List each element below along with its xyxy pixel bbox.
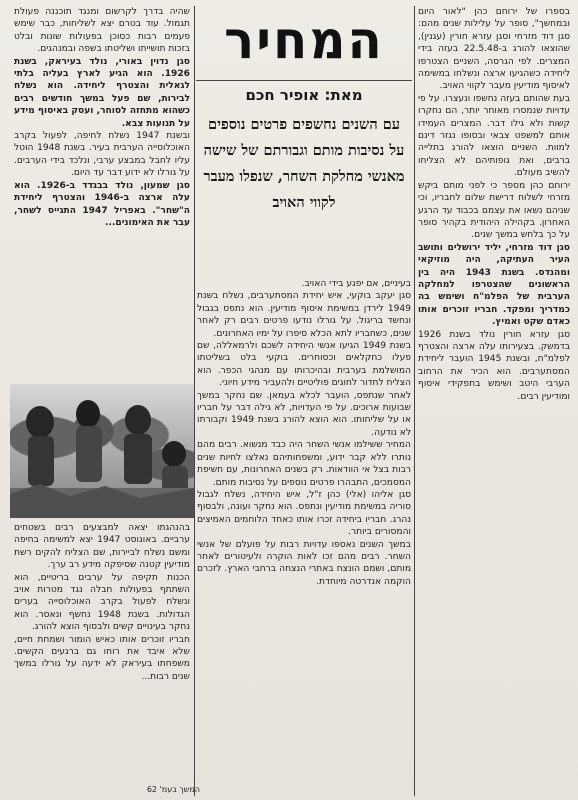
column-right: [418, 6, 570, 796]
article-headline: המחיר: [224, 9, 384, 71]
paragraph: סגן עזרא חורין נולד בשנת 1926 בדמשק. בצעירותו עלה ארצה והצטרף לפלמ"ח, ובשנת 1945 הועבר ליחידת המסתערבים. הוא הכיר את הרחוב הערבי היטב ושימש בתפקידי איסוף ומודיעין רבים.: [418, 329, 570, 402]
paragraph: בספרו של ירוחם כהן "לאור היום ובמחשך", סופר על עלילות שנים מהם: סגן דוד מזרחי וסגן עזרא חורין (עגנין), שהוצאו להורג ב-22.5.48 בעזה בידי המצרים. לפי הגרסה, השניים הצטרפו ליחידה כשהגיעו ארצה ונשלחו במשימה לאיסוף מודיעין מעבר לקווי האויב.: [418, 7, 570, 92]
paragraph: סגן אליהו (אלי) כהן ז"ל, איש היחידה, נשלח לגבול סוריה במשימת מודיעין ונתפס. הוא נחקר ועונה, ולבסוף נהרג. חבריו ביחידה זכרו אותו כאחד הלוחמים האמיצים והמסורים ביותר.: [197, 489, 411, 538]
column-divider-right: [414, 6, 415, 796]
paragraph: סגן שמעון, נולד בבגדד ב-1926. הוא עלה ארצה ב-1946 והצטרף ליחידת ה"שחר". באפריל 1947 התגייס לשחר, עבר את האימונים...: [14, 180, 190, 228]
column-divider-left: [194, 6, 195, 796]
paragraph: שהיה בדרך לקרשום ומנגד תוכננה פעולת תגמול. עוד בטרם יצא לשליחות, כבר שימש פעמים רבות כסוכן בפעולות שונות ובלט בזכות תושייתו ושליטתו בשפה ובמנהגים.: [14, 7, 190, 55]
paragraph: בעת שהותם בעזה נחשפו ונעצרו. על פי עדויות שנמסרו מאוחר יותר, הם נחקרו קשות ולא גילו דבר. המצרים העמידו אותם למשפט צבאי ובסופו נגזר דינם למוות. השניים הוצאו להורג בתלייה ברבים, ואת גופותיהם לא הצליחו להשיב מעולם.: [418, 93, 570, 179]
column-left-bottom: [14, 522, 190, 794]
paragraph: חבריו זוכרים אותו כאיש הומור ושמחת חיים, שלא איבד את רוחו גם ברגעים הקשים. משפחתו בעיראק לא ידעה על גורלו במשך שנים רבות...: [14, 634, 190, 682]
paragraph: ירוחם כהן מספר כי לפני מותם ביקש מזרחי לשלוח דרישת שלום לחבריו, וכי שניהם נשאו את עצמם בכבוד עד הרגע האחרון. בקהילה היהודית בקהיר סופר על כך בלחש במשך שנים.: [418, 180, 570, 241]
paragraph: סגן דוד מזרחי, יליד ירושלים ותושב העיר העתיקה, היה מוזיקאי ומהנדס. בשנת 1943 היה בין הראשונים שהצטרפו למחלקה הערבית של הפלמ"ח ושימש בה כמדריך ומפקד. חבריו זוכרים אותו כאדם שקט ואמיץ.: [418, 242, 570, 328]
headline-rule: [196, 80, 412, 81]
paragraph: בשנת 1949 הגיעו אנשי היחידה לשכם ולרמאללה, שם פעלו כחקלאים וכסוחרים. בוקעי בלט בשליטתו המושלמת בערבית ובהיכרותו עם מנהגי הכפר. הוא הצליח לחדור לחוגים פוליטיים ולהעביר מידע חיוני.: [197, 341, 411, 389]
paragraph: הכנות תקיפה על ערבים בריטיים, הוא השתתף בפעולות חבלה נגד מטרות אויב ונשלח לפעול בקרב האוכלוסייה בערים הגדולות. בשנת 1948 נחשף ונאסר. הוא נחקר בעינויים קשים ולבסוף הוצא להורג.: [14, 572, 190, 633]
paragraph: בהנהגתו יצאה למבצעים רבים בשטחים ערביים. באוגוסט 1947 יצא למשימה בחיפה ומשם נשלח לביירות, שם הצליח להקים רשת מודיעין קטנה שסיפקה מידע רב ערך.: [14, 523, 190, 571]
column-middle: [197, 278, 411, 796]
paragraph: סגן יעקב בוקעי, איש יחידת המסתערבים, נשלח בשנת 1949 לירדן במשימת איסוף מודיעין. הוא נתפס בגבול ונחשד בריגול. על גורלו נודעו פרטים רבים רק לאחר שנים, כשחבריו לתא הכלא סיפרו על ימיו האחרונים.: [197, 291, 411, 339]
article-subhead: עם השנים נחשפים פרטים נוספים על נסיבות מותם וגבורתם של שישה מאנשי מחלקת השחר, שנפלו מעבר לקווי האויב: [203, 116, 405, 211]
paragraph: במשך השנים נאספו עדויות רבות על פועלם של אנשי השחר. רבים מהם זכו לאות הוקרה ולעיטורים לאחר מותם, ושמם הונצח באתרי הנצחה ברחבי הארץ. לזכרם הוקמה אנדרטה מיוחדת.: [197, 539, 411, 587]
historical-photo: [10, 384, 194, 518]
paragraph: סגן נדוין באורי, נולד בעיראק, בשנת 1926. הוא הגיע לארץ בעליה בלתי לגאלית והצטרף ליחידה. הוא נשלח לבירות, שם פעל במשך חודשים רבים כשהוא מתחזה לסוחר, ועסק באיסוף מידע על תנועות צבא.: [14, 56, 190, 129]
continuation-note: המשך בעמ' 62: [146, 785, 200, 794]
paragraph: המחיר ששילמו אנשי השחר היה כבד מנשוא. רבים מהם נותרו ללא קבר ידוע, ומשפחותיהם נאלצו לחיות שנים רבות בצל אי הוודאות. רק בשנים האחרונות, עם חשיפת המסמכים, התבהרו פרטים נוספים על נסיבות מותם.: [197, 440, 411, 488]
paragraph: לאחר שנתפס, הועבר לכלא בעמאן. שם נחקר במשך שבועות ארוכים. על פי העדויות, לא גילה דבר על חבריו או על שליחותו. הוא הוצא להורג בשנת 1949 וקבורתו לא נודעה.: [197, 390, 411, 438]
column-left-top: [14, 6, 190, 378]
article-byline: מאת: אופיר חכם: [245, 86, 363, 104]
photo-figures: [10, 384, 194, 518]
paragraph: בעיניים, אם יפגע בידי האויב.: [301, 279, 411, 289]
paragraph: ובשנת 1947 נשלח לחיפה, לפעול בקרב האוכלוסייה הערבית בעיר. בשנת 1948 הוטל עליו לחבל במבצע ערבי, ונלכד בידי הערבים. על גורלו לא ידוע דבר עד היום.: [14, 131, 190, 179]
